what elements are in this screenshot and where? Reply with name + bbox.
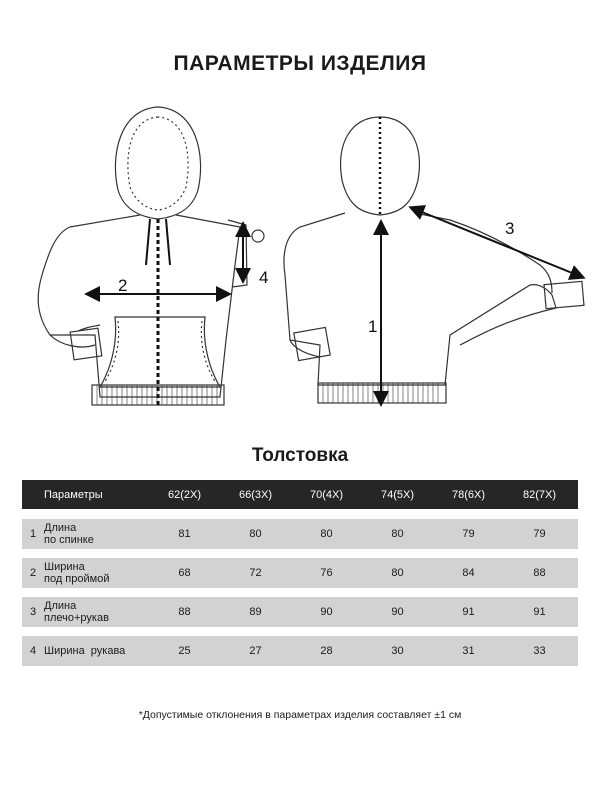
page-title: ПАРАМЕТРЫ ИЗДЕЛИЯ	[173, 52, 427, 75]
header-params-label: Параметры	[44, 488, 103, 501]
row-param-name: Длина плечо+рукав	[44, 600, 109, 624]
header-size: 82(7X)	[522, 488, 557, 501]
measure-label-4: 4	[259, 268, 269, 287]
product-name: Толстовка	[251, 445, 349, 466]
row-value: 76	[320, 567, 333, 579]
row-value: 30	[391, 645, 404, 657]
row-value: 72	[249, 567, 262, 579]
row-value: 31	[462, 645, 475, 657]
hoodie-measurement-diagram	[0, 95, 600, 425]
row-value: 90	[391, 606, 404, 618]
row-number: 1	[29, 528, 37, 540]
measure-label-2: 2	[118, 276, 128, 295]
row-value: 89	[249, 606, 262, 618]
row-value: 91	[533, 606, 546, 618]
header-size: 66(3X)	[238, 488, 273, 501]
measure-label-3: 3	[505, 219, 515, 238]
row-value: 88	[533, 567, 546, 579]
size-table-header	[22, 480, 578, 509]
header-size: 74(5X)	[380, 488, 415, 501]
header-size: 78(6X)	[451, 488, 486, 501]
header-size: 62(2X)	[167, 488, 202, 501]
table-row	[22, 558, 578, 588]
row-value: 80	[391, 528, 404, 540]
row-number: 4	[29, 645, 37, 657]
row-param-name: Ширина под проймой	[44, 561, 110, 585]
row-value: 84	[462, 567, 475, 579]
row-value: 79	[533, 528, 546, 540]
header-size: 70(4X)	[309, 488, 344, 501]
row-value: 91	[462, 606, 475, 618]
tolerance-footnote: *Допустимые отклонения в параметрах изделия составляет ±1 см	[138, 709, 462, 721]
row-value: 33	[533, 645, 546, 657]
row-value: 81	[178, 528, 191, 540]
row-value: 90	[320, 606, 333, 618]
row-number: 2	[29, 567, 37, 579]
row-value: 88	[178, 606, 191, 618]
arrow-shoulder-sleeve	[412, 208, 582, 277]
measure-label-1: 1	[368, 317, 378, 336]
row-number: 3	[29, 606, 37, 618]
row-value: 25	[178, 645, 191, 657]
row-value: 80	[249, 528, 262, 540]
row-value: 28	[320, 645, 333, 657]
table-row	[22, 597, 578, 627]
row-param-name: Ширина рукава	[44, 645, 126, 657]
table-row	[22, 519, 578, 549]
row-param-name: Длина по спинке	[44, 522, 94, 546]
row-value: 80	[320, 528, 333, 540]
table-row	[22, 636, 578, 666]
size-table	[22, 480, 578, 666]
row-value: 79	[462, 528, 475, 540]
hoodie-front	[38, 107, 264, 405]
row-value: 68	[178, 567, 191, 579]
row-value: 80	[391, 567, 404, 579]
row-value: 27	[249, 645, 262, 657]
